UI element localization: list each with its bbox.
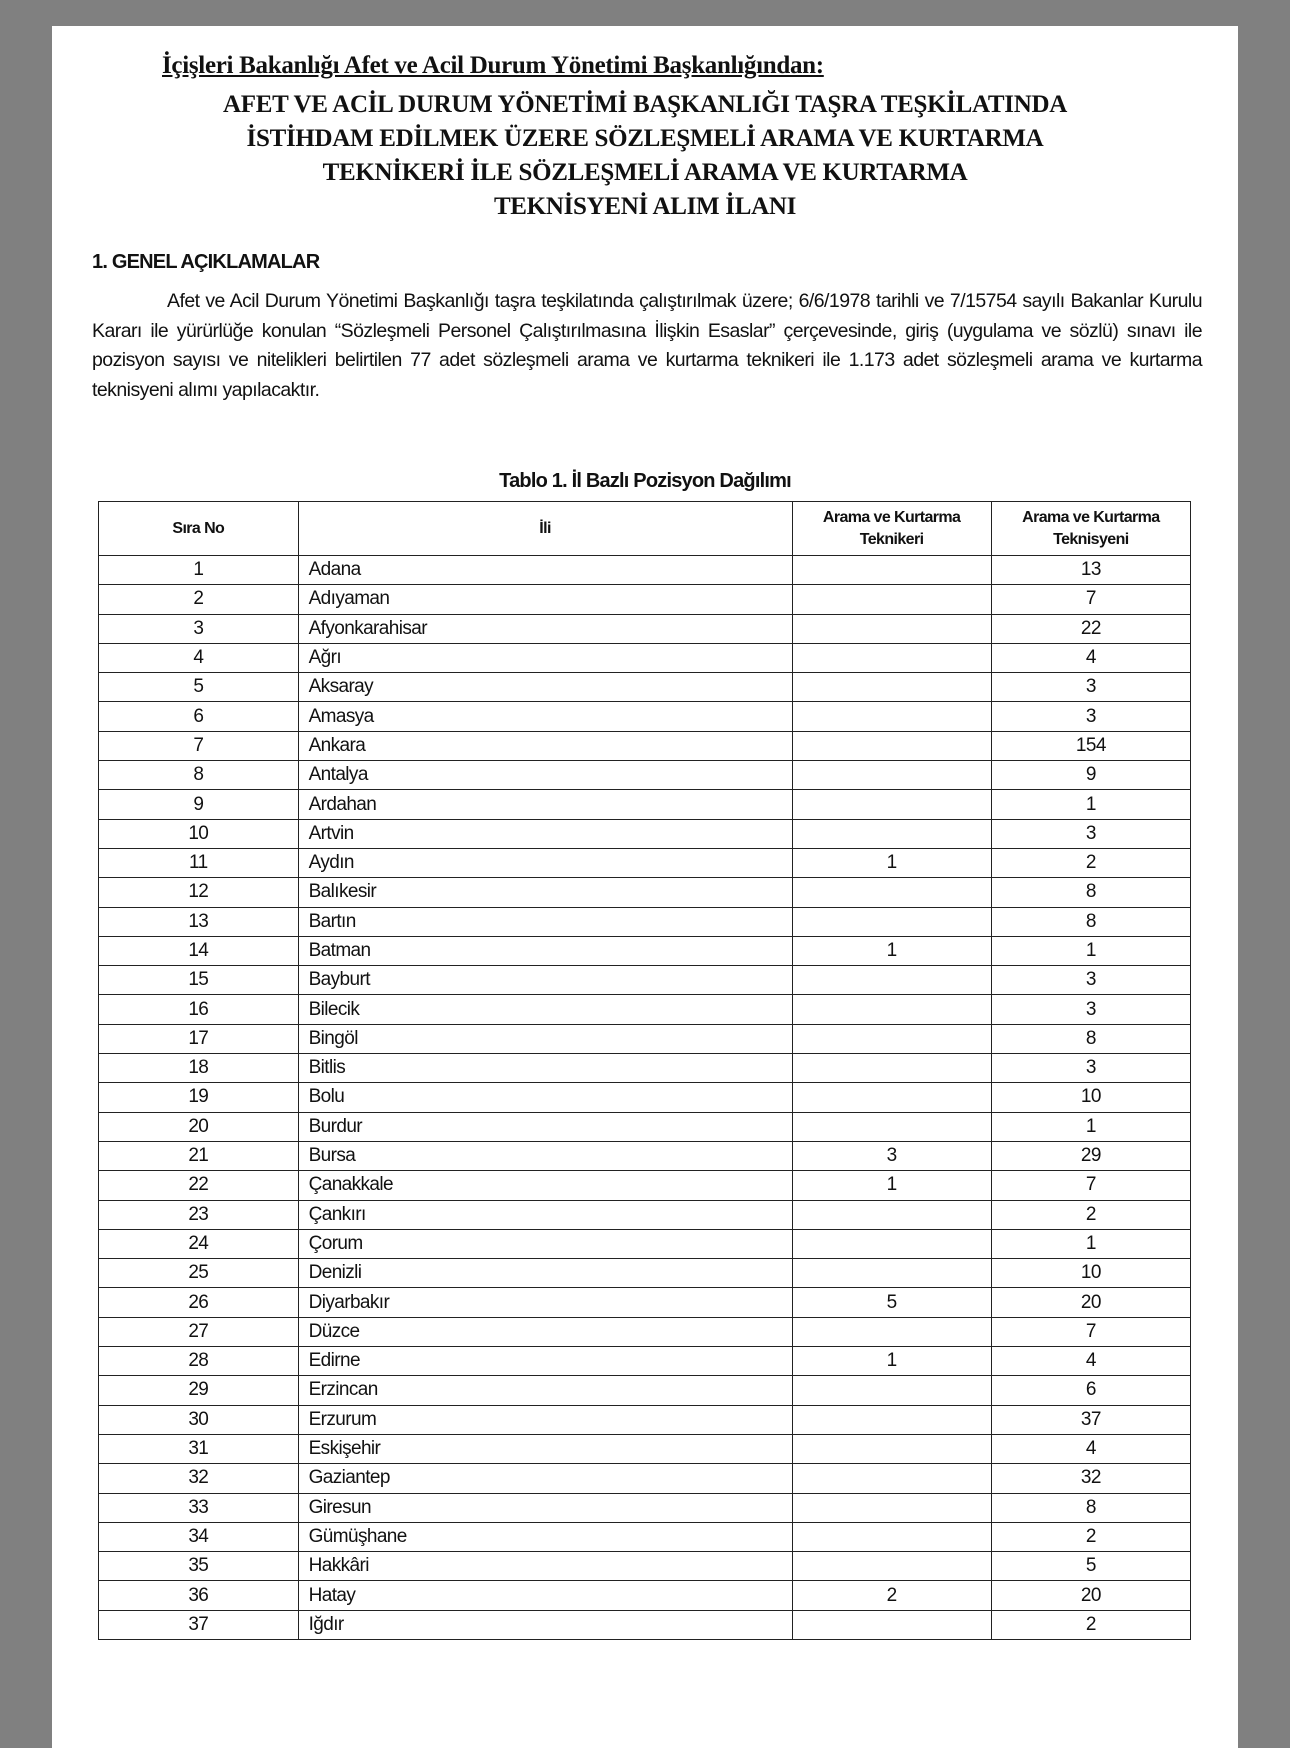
cell-il: Iğdır <box>298 1610 792 1639</box>
cell-sira-no: 1 <box>99 556 299 585</box>
cell-tekniker <box>792 966 991 995</box>
cell-teknisyen: 3 <box>991 702 1190 731</box>
cell-il: Diyarbakır <box>298 1288 792 1317</box>
cell-il: Çorum <box>298 1229 792 1258</box>
cell-sira-no: 25 <box>99 1259 299 1288</box>
cell-teknisyen: 13 <box>991 556 1190 585</box>
cell-sira-no: 24 <box>99 1229 299 1258</box>
cell-sira-no: 18 <box>99 1054 299 1083</box>
cell-tekniker <box>792 673 991 702</box>
header-tekniker-line2: Teknikeri <box>859 530 924 548</box>
cell-il: Adana <box>298 556 792 585</box>
table-row <box>99 1024 1191 1053</box>
cell-tekniker: 1 <box>792 1171 991 1200</box>
title-line: İSTİHDAM EDİLMEK ÜZERE SÖZLEŞMELİ ARAMA VE KURTARMA <box>246 125 1044 152</box>
cell-tekniker: 5 <box>792 1288 991 1317</box>
cell-tekniker <box>792 1405 991 1434</box>
cell-tekniker <box>792 1552 991 1581</box>
table-row <box>99 936 1191 965</box>
cell-sira-no: 26 <box>99 1288 299 1317</box>
cell-il: Çanakkale <box>298 1171 792 1200</box>
cell-teknisyen: 2 <box>991 1610 1190 1639</box>
table-row <box>99 1112 1191 1141</box>
table-row <box>99 702 1191 731</box>
cell-sira-no: 22 <box>99 1171 299 1200</box>
cell-il: Aydın <box>298 848 792 877</box>
cell-tekniker <box>792 1493 991 1522</box>
cell-teknisyen: 3 <box>991 819 1190 848</box>
table-row <box>99 966 1191 995</box>
cell-il: Denizli <box>298 1259 792 1288</box>
table-caption: Tablo 1. İl Bazlı Pozisyon Dağılımı <box>499 470 791 492</box>
table-row <box>99 907 1191 936</box>
table-row <box>99 1581 1191 1610</box>
position-distribution-table <box>98 501 1191 1640</box>
cell-il: Eskişehir <box>298 1434 792 1463</box>
table-row <box>99 1083 1191 1112</box>
cell-tekniker <box>792 995 991 1024</box>
section-heading: 1. GENEL AÇIKLAMALAR <box>92 251 320 273</box>
cell-teknisyen: 5 <box>991 1552 1190 1581</box>
table-row <box>99 1288 1191 1317</box>
cell-il: Antalya <box>298 761 792 790</box>
table-row <box>99 1141 1191 1170</box>
document-title <box>52 88 1238 224</box>
cell-teknisyen: 154 <box>991 731 1190 760</box>
cell-sira-no: 5 <box>99 673 299 702</box>
cell-il: Artvin <box>298 819 792 848</box>
cell-sira-no: 4 <box>99 643 299 672</box>
table-header-row <box>99 502 1191 556</box>
cell-il: Edirne <box>298 1347 792 1376</box>
cell-il: Erzincan <box>298 1376 792 1405</box>
cell-il: Ağrı <box>298 643 792 672</box>
document-page <box>52 26 1238 1748</box>
cell-sira-no: 8 <box>99 761 299 790</box>
cell-tekniker: 1 <box>792 936 991 965</box>
cell-teknisyen: 1 <box>991 790 1190 819</box>
cell-tekniker <box>792 1112 991 1141</box>
cell-tekniker <box>792 1083 991 1112</box>
cell-il: Gaziantep <box>298 1464 792 1493</box>
cell-sira-no: 31 <box>99 1434 299 1463</box>
cell-sira-no: 33 <box>99 1493 299 1522</box>
table-row <box>99 1405 1191 1434</box>
cell-il: Hatay <box>298 1581 792 1610</box>
cell-il: Balıkesir <box>298 878 792 907</box>
cell-teknisyen: 8 <box>991 907 1190 936</box>
cell-il: Batman <box>298 936 792 965</box>
table-row <box>99 1229 1191 1258</box>
cell-sira-no: 12 <box>99 878 299 907</box>
cell-tekniker <box>792 1229 991 1258</box>
cell-tekniker <box>792 556 991 585</box>
cell-tekniker <box>792 614 991 643</box>
cell-il: Ankara <box>298 731 792 760</box>
cell-sira-no: 23 <box>99 1200 299 1229</box>
cell-sira-no: 20 <box>99 1112 299 1141</box>
cell-teknisyen: 1 <box>991 1112 1190 1141</box>
cell-teknisyen: 3 <box>991 673 1190 702</box>
cell-teknisyen: 7 <box>991 1317 1190 1346</box>
cell-teknisyen: 8 <box>991 1024 1190 1053</box>
cell-teknisyen: 37 <box>991 1405 1190 1434</box>
cell-tekniker <box>792 1317 991 1346</box>
cell-teknisyen: 2 <box>991 1200 1190 1229</box>
header-tekniker-line1: Arama ve Kurtarma <box>822 508 961 526</box>
cell-tekniker <box>792 1024 991 1053</box>
cell-tekniker <box>792 790 991 819</box>
cell-il: Afyonkarahisar <box>298 614 792 643</box>
table-body <box>99 556 1191 1640</box>
title-line: TEKNİKERİ İLE SÖZLEŞMELİ ARAMA VE KURTARMA <box>322 159 968 186</box>
cell-sira-no: 15 <box>99 966 299 995</box>
cell-tekniker <box>792 761 991 790</box>
cell-sira-no: 2 <box>99 585 299 614</box>
table-row <box>99 848 1191 877</box>
table-row <box>99 1522 1191 1551</box>
cell-sira-no: 30 <box>99 1405 299 1434</box>
cell-sira-no: 34 <box>99 1522 299 1551</box>
cell-il: Ardahan <box>298 790 792 819</box>
cell-il: Gümüşhane <box>298 1522 792 1551</box>
table-row <box>99 1171 1191 1200</box>
header-teknisyen <box>991 502 1190 556</box>
general-explanation-paragraph: Afet ve Acil Durum Yönetimi Başkanlığı taşra teşkilatında çalıştırılmak üzere; 6/6/1978 tarihli ve 7/15754 sayılı Bakanlar Kurulu Kararı ile yürürlüğe konulan “Sözleşmeli Personel Çalıştırılmasına İlişkin Esaslar” çerçevesinde, giriş (uygulama ve sözlü) sınavı ile pozisyon sayısı ve nitelikleri belirtilen 77 adet sözleşmeli arama ve kurtarma teknikeri ile 1.173 adet sözleşmeli arama ve kurtarma teknisyeni alımı yapılacaktır. <box>92 290 1202 401</box>
cell-sira-no: 32 <box>99 1464 299 1493</box>
cell-tekniker <box>792 878 991 907</box>
table-row <box>99 614 1191 643</box>
cell-teknisyen: 1 <box>991 1229 1190 1258</box>
cell-sira-no: 9 <box>99 790 299 819</box>
table-row <box>99 1259 1191 1288</box>
cell-teknisyen: 10 <box>991 1259 1190 1288</box>
cell-sira-no: 37 <box>99 1610 299 1639</box>
cell-teknisyen: 32 <box>991 1464 1190 1493</box>
cell-teknisyen: 4 <box>991 1434 1190 1463</box>
cell-tekniker <box>792 585 991 614</box>
cell-sira-no: 27 <box>99 1317 299 1346</box>
table-row <box>99 1464 1191 1493</box>
cell-il: Bayburt <box>298 966 792 995</box>
cell-teknisyen: 8 <box>991 878 1190 907</box>
table-row <box>99 1610 1191 1639</box>
header-sira-no: Sıra No <box>99 502 299 556</box>
table-row <box>99 761 1191 790</box>
cell-teknisyen: 7 <box>991 585 1190 614</box>
cell-teknisyen: 7 <box>991 1171 1190 1200</box>
table-row <box>99 643 1191 672</box>
cell-sira-no: 29 <box>99 1376 299 1405</box>
cell-teknisyen: 3 <box>991 1054 1190 1083</box>
table-row <box>99 731 1191 760</box>
cell-teknisyen: 29 <box>991 1141 1190 1170</box>
cell-il: Bolu <box>298 1083 792 1112</box>
header-il: İli <box>298 502 792 556</box>
cell-sira-no: 14 <box>99 936 299 965</box>
cell-teknisyen: 3 <box>991 995 1190 1024</box>
cell-sira-no: 21 <box>99 1141 299 1170</box>
cell-teknisyen: 22 <box>991 614 1190 643</box>
cell-tekniker <box>792 643 991 672</box>
cell-il: Bingöl <box>298 1024 792 1053</box>
table-row <box>99 995 1191 1024</box>
table-row <box>99 585 1191 614</box>
cell-il: Bitlis <box>298 1054 792 1083</box>
cell-sira-no: 19 <box>99 1083 299 1112</box>
cell-tekniker: 1 <box>792 1347 991 1376</box>
cell-il: Hakkâri <box>298 1552 792 1581</box>
table-row <box>99 1200 1191 1229</box>
cell-tekniker <box>792 1434 991 1463</box>
cell-il: Burdur <box>298 1112 792 1141</box>
table-row <box>99 1317 1191 1346</box>
cell-teknisyen: 1 <box>991 936 1190 965</box>
table-row <box>99 1347 1191 1376</box>
cell-sira-no: 3 <box>99 614 299 643</box>
ministry-line: İçişleri Bakanlığı Afet ve Acil Durum Yönetimi Başkanlığından: <box>162 52 824 79</box>
cell-tekniker <box>792 702 991 731</box>
cell-tekniker <box>792 1522 991 1551</box>
table-row <box>99 790 1191 819</box>
cell-tekniker: 1 <box>792 848 991 877</box>
cell-il: Düzce <box>298 1317 792 1346</box>
table-row <box>99 556 1191 585</box>
cell-teknisyen: 2 <box>991 1522 1190 1551</box>
table-row <box>99 819 1191 848</box>
cell-teknisyen: 10 <box>991 1083 1190 1112</box>
cell-teknisyen: 6 <box>991 1376 1190 1405</box>
header-teknisyen-line2: Teknisyeni <box>1053 530 1129 548</box>
cell-tekniker <box>792 819 991 848</box>
cell-tekniker <box>792 1054 991 1083</box>
cell-il: Adıyaman <box>298 585 792 614</box>
cell-il: Amasya <box>298 702 792 731</box>
cell-teknisyen: 3 <box>991 966 1190 995</box>
cell-il: Bilecik <box>298 995 792 1024</box>
cell-il: Aksaray <box>298 673 792 702</box>
table-row <box>99 1434 1191 1463</box>
cell-il: Erzurum <box>298 1405 792 1434</box>
cell-tekniker <box>792 1259 991 1288</box>
header-tekniker <box>792 502 991 556</box>
cell-tekniker <box>792 731 991 760</box>
table-row <box>99 673 1191 702</box>
table-row <box>99 1493 1191 1522</box>
cell-tekniker <box>792 1200 991 1229</box>
cell-tekniker <box>792 1376 991 1405</box>
cell-sira-no: 16 <box>99 995 299 1024</box>
table-row <box>99 1552 1191 1581</box>
cell-sira-no: 28 <box>99 1347 299 1376</box>
cell-sira-no: 13 <box>99 907 299 936</box>
cell-il: Bartın <box>298 907 792 936</box>
cell-sira-no: 10 <box>99 819 299 848</box>
table-row <box>99 878 1191 907</box>
cell-tekniker <box>792 907 991 936</box>
cell-teknisyen: 20 <box>991 1288 1190 1317</box>
cell-tekniker <box>792 1464 991 1493</box>
cell-tekniker: 3 <box>792 1141 991 1170</box>
cell-teknisyen: 20 <box>991 1581 1190 1610</box>
cell-sira-no: 17 <box>99 1024 299 1053</box>
cell-sira-no: 11 <box>99 848 299 877</box>
cell-tekniker: 2 <box>792 1581 991 1610</box>
cell-teknisyen: 4 <box>991 643 1190 672</box>
cell-sira-no: 7 <box>99 731 299 760</box>
cell-il: Giresun <box>298 1493 792 1522</box>
cell-sira-no: 36 <box>99 1581 299 1610</box>
cell-sira-no: 35 <box>99 1552 299 1581</box>
cell-teknisyen: 9 <box>991 761 1190 790</box>
header-teknisyen-line1: Arama ve Kurtarma <box>1022 508 1160 526</box>
cell-il: Çankırı <box>298 1200 792 1229</box>
title-line: AFET VE ACİL DURUM YÖNETİMİ BAŞKANLIĞI TAŞRA TEŞKİLATINDA <box>223 91 1067 118</box>
title-line: TEKNİSYENİ ALIM İLANI <box>493 193 797 220</box>
cell-teknisyen: 4 <box>991 1347 1190 1376</box>
cell-sira-no: 6 <box>99 702 299 731</box>
table-row <box>99 1376 1191 1405</box>
cell-tekniker <box>792 1610 991 1639</box>
cell-teknisyen: 2 <box>991 848 1190 877</box>
cell-teknisyen: 8 <box>991 1493 1190 1522</box>
table-row <box>99 1054 1191 1083</box>
cell-il: Bursa <box>298 1141 792 1170</box>
